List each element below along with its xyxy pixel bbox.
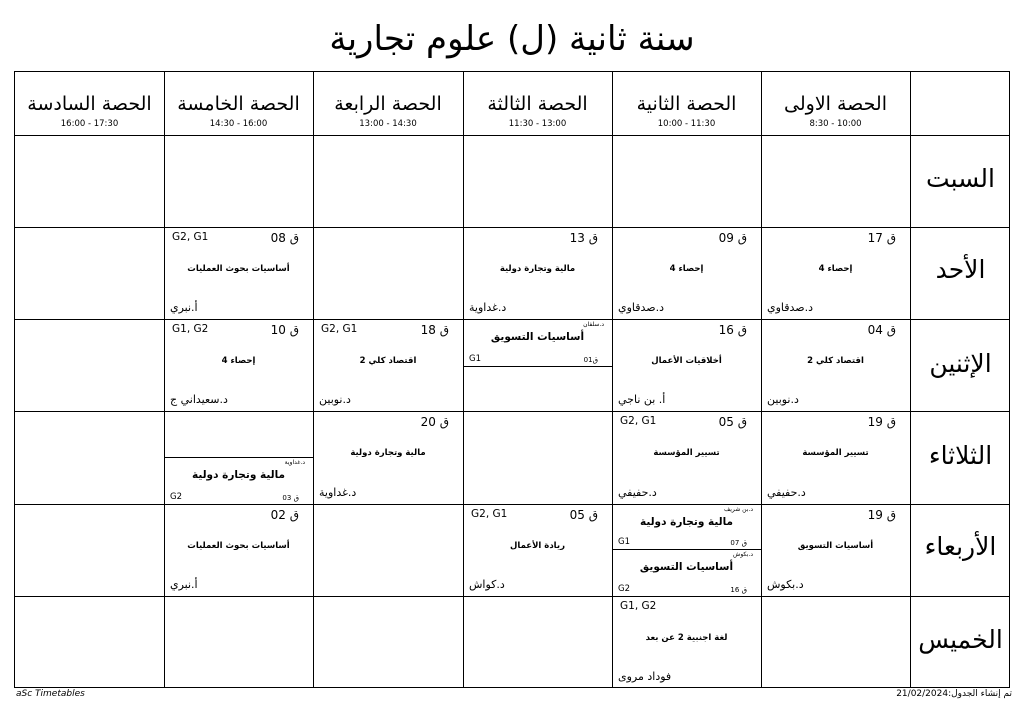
period-time: 10:00 - 11:30 — [657, 119, 716, 129]
room-label: ق 19 — [867, 508, 896, 522]
period-header-5 — [164, 72, 313, 135]
room-label: ق 08 — [270, 231, 299, 245]
subject-label: أخلاقيات الأعمال — [651, 356, 722, 366]
sub-cell-divider — [463, 366, 612, 367]
subject-label: تسيير المؤسسة — [653, 448, 720, 458]
subject-label: أساسيات التسويق — [490, 331, 585, 343]
subject-label: أساسيات التسويق — [797, 541, 874, 551]
lesson-cell — [164, 227, 313, 319]
room-label: ق 05 — [718, 415, 747, 429]
footer-created-date: تم إنشاء الجدول:21/02/2024 — [896, 689, 1012, 699]
subject-label: إحصاء 4 — [669, 264, 704, 274]
subject-label: تسيير المؤسسة — [802, 448, 869, 458]
period-header-6 — [15, 72, 164, 135]
subject-label: اقتصاد كلي 2 — [359, 356, 417, 366]
room-label: ق 05 — [569, 508, 598, 522]
group-label: G2, G1 — [620, 415, 657, 427]
room-label: ق 16 — [730, 586, 747, 594]
group-label: G2, G1 — [471, 508, 508, 520]
room-label: ق 18 — [420, 323, 449, 337]
teacher-label: د.بكوش — [767, 578, 804, 591]
subject-label: مالية وتجارة دولية — [191, 469, 286, 481]
group-label: G1, G2 — [172, 323, 209, 335]
lesson-cell — [313, 319, 463, 411]
subject-label: إحصاء 4 — [818, 264, 853, 274]
lesson-cell — [612, 227, 761, 319]
room-label: ق 19 — [867, 415, 896, 429]
lesson-cell — [761, 227, 910, 319]
period-time: 16:00 - 17:30 — [60, 119, 119, 129]
teacher-label: د.غداوية — [469, 301, 507, 314]
subject-label: لغة اجنبية 2 عن بعد — [645, 633, 728, 643]
teacher-label: د.نوبين — [767, 393, 799, 406]
period-header-4 — [313, 72, 463, 135]
teacher-label: د.صدقاوي — [767, 301, 814, 314]
teacher-label: أ. بن ناجي — [618, 393, 666, 406]
period-name: الحصة الخامسة — [177, 93, 300, 115]
teacher-label: د.كواش — [469, 578, 505, 591]
lesson-cell — [313, 411, 463, 504]
group-label: G2, G1 — [321, 323, 358, 335]
subject-label: ريادة الأعمال — [510, 541, 565, 551]
lesson-cell — [612, 319, 761, 411]
teacher-label: د.غداوية — [319, 486, 357, 499]
teacher-label: د.سعيداني ج — [170, 393, 228, 406]
group-label: G1, G2 — [620, 600, 657, 612]
period-name: الحصة السادسة — [27, 93, 152, 115]
lesson-sub-cell — [612, 504, 761, 549]
lesson-cell — [612, 596, 761, 688]
page-title: سنة ثانية (ل) علوم تجارية — [329, 19, 695, 59]
group-label: G1 — [618, 537, 630, 547]
teacher-label: د.سلفان — [583, 321, 604, 328]
group-label: G2 — [170, 492, 182, 502]
grid-line — [15, 135, 1009, 136]
period-name: الحصة الثالثة — [487, 93, 588, 115]
day-label-monday: الإثنين — [929, 349, 992, 378]
subject-label: أساسيات التسويق — [639, 561, 734, 573]
period-time: 14:30 - 16:00 — [209, 119, 268, 129]
day-label-sunday: الأحد — [935, 255, 986, 284]
period-header-1 — [761, 72, 910, 135]
day-label-thursday: الخميس — [918, 625, 1003, 654]
subject-label: مالية وتجارة دولية — [499, 264, 576, 274]
teacher-label: د.بكوش — [733, 551, 753, 558]
lesson-cell — [612, 411, 761, 504]
grid-line — [15, 596, 1009, 597]
teacher-label: د.حفيفي — [767, 486, 806, 499]
room-label: ق 02 — [270, 508, 299, 522]
room-label: ق 09 — [718, 231, 747, 245]
period-time: 13:00 - 14:30 — [359, 119, 417, 129]
timetable-grid — [14, 71, 1010, 688]
group-label: G2, G1 — [172, 231, 209, 243]
group-label: G2 — [618, 584, 630, 594]
period-name: الحصة الثانية — [636, 93, 737, 115]
lesson-cell — [463, 227, 612, 319]
teacher-label: أ.نبري — [170, 578, 198, 591]
day-label-wednesday: الأربعاء — [924, 532, 997, 561]
room-label: ق 17 — [867, 231, 896, 245]
teacher-label: فوداد مروى — [618, 670, 672, 683]
subject-label: أساسيات بحوث العمليات — [187, 541, 290, 551]
teacher-label: أ.نبري — [170, 301, 198, 314]
teacher-label: د.حفيفي — [618, 486, 657, 499]
subject-label: مالية وتجارة دولية — [350, 448, 426, 458]
room-label: ق01 — [583, 356, 598, 364]
lesson-cell — [761, 411, 910, 504]
lesson-cell — [463, 504, 612, 596]
room-label: ق 04 — [867, 323, 896, 337]
period-time: 11:30 - 13:00 — [508, 119, 567, 129]
lesson-cell — [164, 504, 313, 596]
teacher-label: د.بن شريف — [724, 506, 753, 513]
lesson-cell — [164, 319, 313, 411]
period-name: الحصة الرابعة — [334, 93, 442, 115]
teacher-label: د.نوبين — [319, 393, 351, 406]
period-name: الحصة الاولى — [784, 93, 887, 115]
subject-label: أساسيات بحوث العمليات — [187, 264, 290, 274]
subject-label: إحصاء 4 — [221, 356, 256, 366]
lesson-sub-cell — [612, 549, 761, 596]
period-header-2 — [612, 72, 761, 135]
group-label: G1 — [469, 354, 481, 364]
room-label: ق 20 — [420, 415, 449, 429]
room-label: ق 13 — [569, 231, 598, 245]
period-time: 8:30 - 10:00 — [809, 119, 862, 129]
subject-label: مالية وتجارة دولية — [639, 516, 734, 528]
room-label: ق 16 — [718, 323, 747, 337]
lesson-sub-cell — [463, 319, 612, 366]
lesson-cell — [761, 319, 910, 411]
day-label-saturday: السبت — [926, 164, 995, 193]
day-label-tuesday: الثلاثاء — [928, 441, 993, 470]
subject-label: اقتصاد كلي 2 — [807, 356, 864, 366]
teacher-label: د.صدقاوي — [618, 301, 665, 314]
period-header-3 — [463, 72, 612, 135]
room-label: ق 10 — [270, 323, 299, 337]
lesson-sub-cell — [164, 457, 313, 504]
room-label: ق 03 — [282, 494, 299, 502]
teacher-label: د.غداوية — [284, 459, 305, 466]
lesson-cell — [761, 504, 910, 596]
footer-app-name: aSc Timetables — [16, 689, 85, 699]
room-label: ق 07 — [730, 539, 747, 547]
